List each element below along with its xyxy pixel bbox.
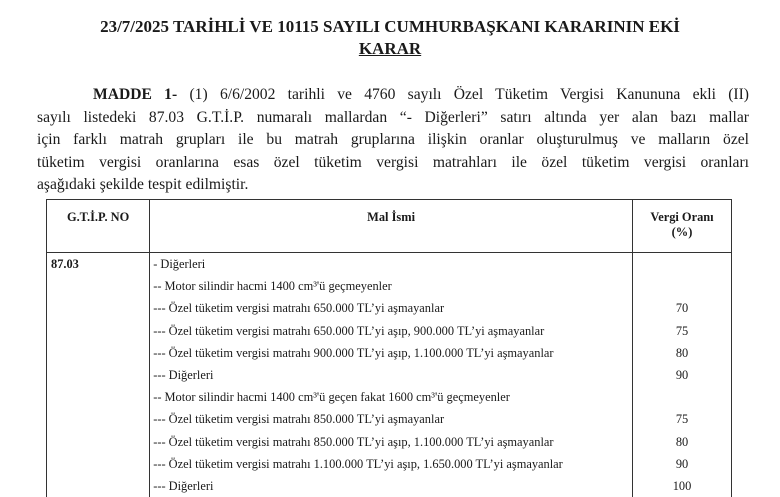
vergi-orani-cell — [633, 386, 732, 408]
mal-ismi-cell: --- Özel tüketim vergisi matrahı 650.000 TL’yi aşıp, 900.000 TL’yi aşmayanlar — [150, 320, 633, 342]
article-paragraph — [37, 84, 749, 197]
vergi-orani-cell: 70 — [633, 297, 732, 319]
table-row — [47, 453, 732, 475]
vergi-orani-cell: 75 — [633, 408, 732, 430]
mal-ismi-cell: --- Diğerleri — [150, 364, 633, 386]
table-row — [47, 431, 732, 453]
mal-ismi-cell: - Diğerleri — [150, 253, 633, 276]
paragraph-line-2: sayılı listedeki 87.03 G.T.İ.P. numaralı mallardan “- Diğerleri” satırı altında yer alan bazı mallar — [37, 107, 749, 130]
gtip-cell — [47, 408, 150, 430]
gtip-cell — [47, 364, 150, 386]
mal-ismi-cell: --- Özel tüketim vergisi matrahı 900.000 TL’yi aşıp, 1.100.000 TL’yi aşmayanlar — [150, 342, 633, 364]
header-gtip: G.T.İ.P. NO — [47, 200, 150, 253]
header-vergi-orani-line2: (%) — [633, 225, 731, 240]
gtip-cell — [47, 275, 150, 297]
table-row — [47, 386, 732, 408]
table-row — [47, 408, 732, 430]
gtip-cell — [47, 475, 150, 497]
paragraph-line-3: için farklı matrah grupları ile bu matrah gruplarına ilişkin oranlar oluşturulmuş ve malların özel — [37, 129, 749, 152]
table-row — [47, 275, 732, 297]
table-row — [47, 364, 732, 386]
vergi-orani-cell: 80 — [633, 342, 732, 364]
header-mal-ismi: Mal İsmi — [150, 200, 633, 253]
mal-ismi-cell: --- Diğerleri — [150, 475, 633, 497]
vergi-orani-cell: 80 — [633, 431, 732, 453]
gtip-cell — [47, 386, 150, 408]
paragraph-line-5: aşağıdaki şekilde tespit edilmiştir. — [37, 174, 749, 197]
vergi-orani-cell: 100 — [633, 475, 732, 497]
mal-ismi-cell: -- Motor silindir hacmi 1400 cm³'ü geçmeyenler — [150, 275, 633, 297]
table-header-row — [47, 200, 732, 253]
table-row — [47, 253, 732, 276]
header-vergi-orani-line1: Vergi Oranı — [633, 210, 731, 225]
vergi-orani-cell — [633, 253, 732, 276]
paragraph-line-4: tüketim vergisi oranlarına esas özel tüketim vergisi matrahları ile özel tüketim vergisi oranları — [37, 152, 749, 175]
article-label: MADDE 1- — [93, 86, 177, 103]
paragraph-line-1 — [37, 84, 749, 107]
gtip-cell — [47, 431, 150, 453]
paragraph-line-1-text: (1) 6/6/2002 tarihli ve 4760 sayılı Özel Tüketim Vergisi Kanununa ekli (II) — [189, 86, 749, 103]
vergi-orani-cell — [633, 275, 732, 297]
gtip-cell — [47, 320, 150, 342]
mal-ismi-cell: -- Motor silindir hacmi 1400 cm³'ü geçen fakat 1600 cm³'ü geçmeyenler — [150, 386, 633, 408]
vergi-orani-cell: 75 — [633, 320, 732, 342]
mal-ismi-cell: --- Özel tüketim vergisi matrahı 850.000 TL’yi aşmayanlar — [150, 408, 633, 430]
mal-ismi-cell: --- Özel tüketim vergisi matrahı 1.100.000 TL’yi aşıp, 1.650.000 TL’yi aşmayanlar — [150, 453, 633, 475]
table-body — [47, 253, 732, 497]
vergi-orani-cell: 90 — [633, 453, 732, 475]
header-vergi-orani — [633, 200, 732, 253]
gtip-cell — [47, 453, 150, 475]
title-line-1: 23/7/2025 TARİHLİ VE 10115 SAYILI CUMHURBAŞKANI KARARININ EKİ — [0, 16, 780, 38]
title-line-2: KARAR — [0, 38, 780, 60]
mal-ismi-cell: --- Özel tüketim vergisi matrahı 850.000 TL’yi aşıp, 1.100.000 TL’yi aşmayanlar — [150, 431, 633, 453]
table-row — [47, 342, 732, 364]
gtip-cell — [47, 342, 150, 364]
table-row — [47, 320, 732, 342]
gtip-cell: 87.03 — [47, 253, 150, 276]
tax-rate-table — [46, 199, 732, 497]
gtip-cell — [47, 297, 150, 319]
vergi-orani-cell: 90 — [633, 364, 732, 386]
table-row — [47, 297, 732, 319]
mal-ismi-cell: --- Özel tüketim vergisi matrahı 650.000 TL’yi aşmayanlar — [150, 297, 633, 319]
table-row — [47, 475, 732, 497]
